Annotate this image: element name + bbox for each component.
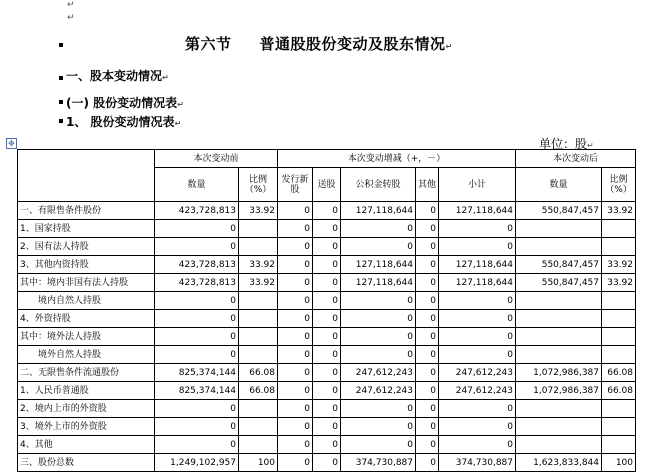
cell-bonus: 0 [313, 328, 341, 346]
cell-before-qty: 0 [155, 328, 239, 346]
cell-before-ratio [239, 292, 278, 310]
cell-after-qty [516, 436, 602, 454]
cell-reserve: 0 [341, 220, 416, 238]
cell-new: 0 [278, 454, 313, 472]
cell-after-ratio: 33.92 [602, 274, 636, 292]
cell-before-ratio: 100 [239, 454, 278, 472]
bullet [59, 43, 63, 47]
cell-bonus: 0 [313, 382, 341, 400]
paragraph-mark-icon: ↵ [67, 0, 75, 10]
cell-before-ratio: 66.08 [239, 382, 278, 400]
cell-bonus: 0 [313, 202, 341, 220]
table-row [18, 436, 636, 454]
cell-before-ratio [239, 310, 278, 328]
cell-new: 0 [278, 292, 313, 310]
cell-after-ratio [602, 400, 636, 418]
cell-other: 0 [416, 202, 439, 220]
cell-before-ratio: 33.92 [239, 202, 278, 220]
row-label: 1、人民币普通股 [18, 382, 155, 400]
cell-after-qty [516, 418, 602, 436]
cell-bonus: 0 [313, 454, 341, 472]
cell-subtotal: 127,118,644 [439, 202, 516, 220]
cell-before-ratio [239, 436, 278, 454]
row-label: 1、国家持股 [18, 220, 155, 238]
cell-before-ratio: 33.92 [239, 274, 278, 292]
section-title: 第六节 普通股股份变动及股东情况↵ [185, 35, 453, 53]
cell-after-ratio: 33.92 [602, 202, 636, 220]
cell-subtotal: 0 [439, 418, 516, 436]
cell-bonus: 0 [313, 256, 341, 274]
row-label: 其中：境外法人持股 [18, 328, 155, 346]
cell-new: 0 [278, 436, 313, 454]
cell-before-ratio [239, 220, 278, 238]
cell-before-qty: 0 [155, 220, 239, 238]
cell-after-qty [516, 292, 602, 310]
col-bonus-header: 送股 [313, 168, 341, 202]
row-label: 2、境内上市的外资股 [18, 400, 155, 418]
cell-subtotal: 0 [439, 220, 516, 238]
cell-subtotal: 0 [439, 400, 516, 418]
cell-subtotal: 247,612,243 [439, 382, 516, 400]
cell-after-qty [516, 220, 602, 238]
cell-new: 0 [278, 382, 313, 400]
subheading-share-change-table: (一) 股份变动情况表↵ [66, 96, 184, 110]
cell-other: 0 [416, 346, 439, 364]
cell-reserve: 247,612,243 [341, 364, 416, 382]
cell-bonus: 0 [313, 418, 341, 436]
cell-after-qty [516, 346, 602, 364]
cell-other: 0 [416, 220, 439, 238]
cell-bonus: 0 [313, 346, 341, 364]
cell-after-ratio [602, 238, 636, 256]
section-number: 第六节 [185, 35, 232, 53]
share-change-table [17, 149, 636, 472]
row-label: 三、股份总数 [18, 454, 155, 472]
cell-other: 0 [416, 364, 439, 382]
table-row [18, 238, 636, 256]
cell-before-ratio [239, 400, 278, 418]
row-label: 3、其他内资持股 [18, 256, 155, 274]
cell-subtotal: 374,730,887 [439, 454, 516, 472]
col-qty2-header: 数量 [516, 168, 602, 202]
cell-before-qty: 825,374,144 [155, 364, 239, 382]
cell-after-qty: 550,847,457 [516, 256, 602, 274]
cell-before-ratio [239, 328, 278, 346]
row-label: 二、无限售条件流通股份 [18, 364, 155, 382]
cell-subtotal: 0 [439, 436, 516, 454]
group-before-header: 本次变动前 [155, 150, 278, 168]
cell-after-qty [516, 310, 602, 328]
cell-subtotal: 0 [439, 346, 516, 364]
cell-reserve: 127,118,644 [341, 274, 416, 292]
group-after-header: 本次变动后 [516, 150, 636, 168]
cell-after-ratio [602, 436, 636, 454]
cell-before-ratio: 33.92 [239, 256, 278, 274]
row-label: 4、其他 [18, 436, 155, 454]
table-row [18, 418, 636, 436]
cell-subtotal: 127,118,644 [439, 274, 516, 292]
cell-after-qty [516, 400, 602, 418]
table-row [18, 274, 636, 292]
cell-bonus: 0 [313, 310, 341, 328]
col-ratio-header: 比例（%） [239, 168, 278, 202]
cell-other: 0 [416, 400, 439, 418]
cell-before-ratio: 66.08 [239, 364, 278, 382]
cell-reserve: 127,118,644 [341, 256, 416, 274]
subheading-table-1: 1、 股份变动情况表↵ [66, 115, 182, 129]
cell-subtotal: 0 [439, 238, 516, 256]
table-row [18, 346, 636, 364]
table-move-handle-icon[interactable]: ✥ [6, 138, 17, 149]
cell-before-ratio [239, 418, 278, 436]
row-label: 其中：境内非国有法人持股 [18, 274, 155, 292]
cell-reserve: 0 [341, 328, 416, 346]
cell-bonus: 0 [313, 400, 341, 418]
cell-after-ratio [602, 418, 636, 436]
bullet [59, 100, 63, 104]
cell-bonus: 0 [313, 238, 341, 256]
table-body [18, 202, 636, 472]
cell-subtotal: 0 [439, 292, 516, 310]
cell-after-qty: 550,847,457 [516, 202, 602, 220]
cell-other: 0 [416, 382, 439, 400]
row-label: 2、国有法人持股 [18, 238, 155, 256]
table-row [18, 364, 636, 382]
cell-before-qty: 0 [155, 238, 239, 256]
cell-after-qty: 1,072,986,387 [516, 382, 602, 400]
cell-subtotal: 0 [439, 328, 516, 346]
cell-before-qty: 0 [155, 310, 239, 328]
cell-new: 0 [278, 220, 313, 238]
cell-after-ratio [602, 310, 636, 328]
table-row [18, 220, 636, 238]
cell-after-ratio [602, 346, 636, 364]
cell-reserve: 374,730,887 [341, 454, 416, 472]
cell-other: 0 [416, 256, 439, 274]
cell-other: 0 [416, 292, 439, 310]
cell-new: 0 [278, 274, 313, 292]
cell-before-qty: 0 [155, 436, 239, 454]
cell-bonus: 0 [313, 292, 341, 310]
cell-before-qty: 0 [155, 400, 239, 418]
row-label: 3、境外上市的外资股 [18, 418, 155, 436]
cell-after-ratio: 66.08 [602, 364, 636, 382]
row-label: 4、外资持股 [18, 310, 155, 328]
cell-reserve: 247,612,243 [341, 382, 416, 400]
cell-new: 0 [278, 346, 313, 364]
cell-other: 0 [416, 274, 439, 292]
cell-new: 0 [278, 256, 313, 274]
cell-new: 0 [278, 400, 313, 418]
table-row [18, 400, 636, 418]
cell-after-ratio: 100 [602, 454, 636, 472]
cell-other: 0 [416, 454, 439, 472]
cell-bonus: 0 [313, 220, 341, 238]
cell-subtotal: 0 [439, 310, 516, 328]
cell-reserve: 0 [341, 346, 416, 364]
cell-reserve: 0 [341, 400, 416, 418]
cell-after-qty: 550,847,457 [516, 274, 602, 292]
cell-after-qty: 1,623,833,844 [516, 454, 602, 472]
cell-new: 0 [278, 328, 313, 346]
cell-other: 0 [416, 418, 439, 436]
cell-after-ratio: 66.08 [602, 382, 636, 400]
col-subtotal-header: 小计 [439, 168, 516, 202]
cell-new: 0 [278, 238, 313, 256]
cell-after-ratio [602, 328, 636, 346]
cell-before-qty: 825,374,144 [155, 382, 239, 400]
cell-before-qty: 423,728,813 [155, 274, 239, 292]
cell-reserve: 127,118,644 [341, 202, 416, 220]
paragraph-mark-icon: ↵ [67, 13, 75, 23]
section-title-text: 普通股股份变动及股东情况 [259, 35, 446, 53]
cell-before-qty: 0 [155, 292, 239, 310]
cell-after-ratio: 33.92 [602, 256, 636, 274]
table-row [18, 256, 636, 274]
table-row [18, 202, 636, 220]
cell-other: 0 [416, 436, 439, 454]
table-row [18, 382, 636, 400]
cell-bonus: 0 [313, 364, 341, 382]
cell-new: 0 [278, 418, 313, 436]
cell-new: 0 [278, 310, 313, 328]
cell-subtotal: 127,118,644 [439, 256, 516, 274]
group-change-header: 本次变动增减（+，－） [278, 150, 516, 168]
cell-before-qty: 0 [155, 346, 239, 364]
cell-before-qty: 0 [155, 418, 239, 436]
cell-before-qty: 423,728,813 [155, 256, 239, 274]
row-label: 境外自然人持股 [18, 346, 155, 364]
col-new-header: 发行新股 [278, 168, 313, 202]
row-label: 境内自然人持股 [18, 292, 155, 310]
cell-other: 0 [416, 310, 439, 328]
corner-header [18, 150, 155, 202]
cell-after-ratio [602, 220, 636, 238]
table-row [18, 310, 636, 328]
subheading-share-capital-change: 一、股本变动情况↵ [66, 69, 169, 83]
cell-before-qty: 1,249,102,957 [155, 454, 239, 472]
col-ratio2-header: 比例（%） [602, 168, 636, 202]
row-label: 一、有限售条件股份 [18, 202, 155, 220]
cell-other: 0 [416, 238, 439, 256]
unit-label: 单位：股↵ [539, 137, 594, 151]
table-row [18, 328, 636, 346]
cell-after-qty [516, 328, 602, 346]
cell-reserve: 0 [341, 418, 416, 436]
cell-after-qty: 1,072,986,387 [516, 364, 602, 382]
cell-reserve: 0 [341, 238, 416, 256]
cell-new: 0 [278, 202, 313, 220]
cell-other: 0 [416, 328, 439, 346]
cell-bonus: 0 [313, 436, 341, 454]
cell-after-ratio [602, 292, 636, 310]
cell-new: 0 [278, 364, 313, 382]
col-reserve-header: 公积金转股 [341, 168, 416, 202]
table-row [18, 454, 636, 472]
cell-subtotal: 247,612,243 [439, 364, 516, 382]
cell-reserve: 0 [341, 310, 416, 328]
col-other-header: 其他 [416, 168, 439, 202]
cell-after-qty [516, 238, 602, 256]
col-qty-header: 数量 [155, 168, 239, 202]
cell-before-ratio [239, 238, 278, 256]
bullet [59, 76, 63, 80]
cell-reserve: 0 [341, 292, 416, 310]
cell-bonus: 0 [313, 274, 341, 292]
cell-before-ratio [239, 346, 278, 364]
table-row [18, 292, 636, 310]
cell-reserve: 0 [341, 436, 416, 454]
cell-before-qty: 423,728,813 [155, 202, 239, 220]
bullet [59, 119, 63, 123]
